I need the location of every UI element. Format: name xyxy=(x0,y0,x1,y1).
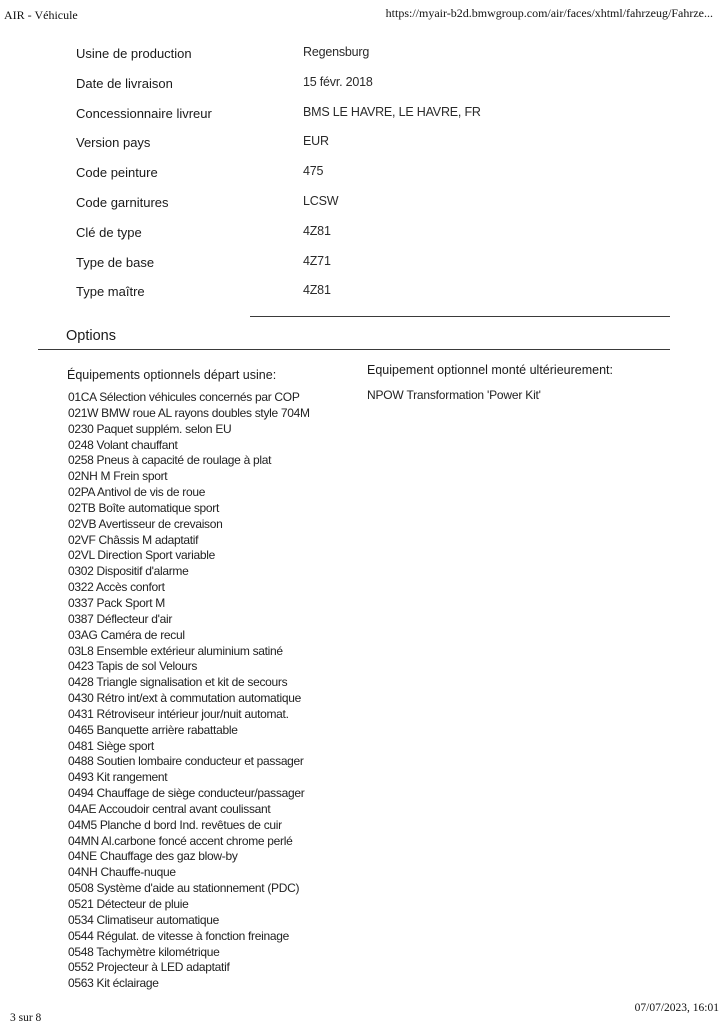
page-url: https://myair-b2d.bmwgroup.com/air/faces/xhtml/fahrzeug/Fahrze... xyxy=(385,6,713,20)
factory-option-item: 04AE Accoudoir central avant coulissant xyxy=(68,801,271,816)
factory-option-item: 04NE Chauffage des gaz blow-by xyxy=(68,849,238,864)
page-number: 3 sur 8 xyxy=(10,1012,42,1024)
factory-option-item: 0258 Pneus à capacité de roulage à plat xyxy=(68,453,272,468)
page-title: AIR - Véhicule xyxy=(4,8,78,22)
retrofit-options-heading: Equipement optionnel monté ultérieurement: xyxy=(367,363,613,377)
section-divider xyxy=(250,316,670,317)
factory-option-item: 04M5 Planche d bord Ind. revêtues de cuir xyxy=(68,817,282,832)
factory-option-item: 02VL Direction Sport variable xyxy=(68,548,215,563)
spec-row-delivery-date xyxy=(0,70,725,100)
factory-options-heading: Équipements optionnels départ usine: xyxy=(67,368,277,382)
spec-label: Code peinture xyxy=(76,165,158,181)
spec-label: Usine de production xyxy=(76,46,192,61)
factory-options-list xyxy=(68,390,310,992)
factory-option-item: 0544 Régulat. de vitesse à fonction freinage xyxy=(68,928,289,943)
spec-value: LCSW xyxy=(303,193,339,208)
spec-row-type-key xyxy=(0,219,725,249)
vehicle-specs-table xyxy=(0,40,725,308)
spec-label: Code garnitures xyxy=(76,194,169,210)
factory-option-item: 03L8 Ensemble extérieur aluminium satiné xyxy=(68,643,283,658)
spec-label: Type maître xyxy=(76,284,145,300)
factory-option-item: 0552 Projecteur à LED adaptatif xyxy=(68,960,230,975)
spec-row-production-plant xyxy=(0,40,725,70)
factory-option-item: 0423 Tapis de sol Velours xyxy=(68,659,198,674)
spec-row-master-type xyxy=(0,278,725,308)
factory-option-item: 0387 Déflecteur d'air xyxy=(68,611,173,626)
factory-option-item: 0488 Soutien lombaire conducteur et passager xyxy=(68,754,304,769)
spec-label: Clé de type xyxy=(76,224,142,240)
spec-value: 475 xyxy=(303,164,324,179)
spec-value: 4Z71 xyxy=(303,253,331,268)
spec-label: Type de base xyxy=(76,254,155,270)
factory-option-item: 02PA Antivol de vis de roue xyxy=(68,485,206,500)
factory-option-item: 0431 Rétroviseur intérieur jour/nuit automat. xyxy=(68,706,289,721)
factory-option-item: 0481 Siège sport xyxy=(68,738,154,753)
spec-row-trim-code xyxy=(0,189,725,219)
spec-row-paint-code xyxy=(0,159,725,189)
factory-option-item: 0465 Banquette arrière rabattable xyxy=(68,722,238,737)
spec-row-base-type xyxy=(0,249,725,279)
spec-value: Regensburg xyxy=(303,45,370,59)
factory-option-item: 02NH M Frein sport xyxy=(68,469,168,484)
factory-option-item: 01CA Sélection véhicules concernés par COP xyxy=(68,390,300,404)
factory-option-item: 0302 Dispositif d'alarme xyxy=(68,564,189,579)
factory-option-item: 0428 Triangle signalisation et kit de secours xyxy=(68,675,288,690)
spec-row-dealer xyxy=(0,100,725,130)
spec-value: 4Z81 xyxy=(303,283,331,298)
spec-label: Version pays xyxy=(76,135,151,151)
factory-option-item: 0493 Kit rangement xyxy=(68,770,168,785)
factory-option-item: 0563 Kit éclairage xyxy=(68,976,159,991)
factory-option-item: 0508 Système d'aide au stationnement (PDC) xyxy=(68,881,300,896)
factory-option-item: 02TB Boîte automatique sport xyxy=(68,500,220,515)
spec-value: 4Z81 xyxy=(303,223,331,238)
factory-option-item: 04NH Chauffe-nuque xyxy=(68,865,176,880)
options-section-title: Options xyxy=(66,328,116,344)
factory-option-item: 0494 Chauffage de siège conducteur/passager xyxy=(68,786,305,801)
factory-option-item: 03AG Caméra de recul xyxy=(68,627,185,642)
factory-option-item: 0430 Rétro int/ext à commutation automatique xyxy=(68,691,301,706)
retrofit-option-item: NPOW Transformation 'Power Kit' xyxy=(367,388,541,402)
factory-option-item: 0548 Tachymètre kilométrique xyxy=(68,944,220,959)
factory-option-item: 02VB Avertisseur de crevaison xyxy=(68,516,223,531)
factory-option-item: 0521 Détecteur de pluie xyxy=(68,897,189,911)
factory-option-item: 0248 Volant chauffant xyxy=(68,437,178,452)
spec-label: Date de livraison xyxy=(76,75,173,91)
factory-option-item: 0534 Climatiseur automatique xyxy=(68,912,220,927)
spec-value: EUR xyxy=(303,134,329,149)
spec-value: BMS LE HAVRE, LE HAVRE, FR xyxy=(303,104,481,119)
factory-option-item: 0230 Paquet supplém. selon EU xyxy=(68,421,232,436)
factory-option-item: 0322 Accès confort xyxy=(68,580,165,595)
spec-label: Concessionnaire livreur xyxy=(76,105,212,121)
section-divider xyxy=(38,349,670,350)
spec-row-country-version xyxy=(0,129,725,159)
print-datetime: 07/07/2023, 16:01 xyxy=(634,1002,719,1014)
spec-value: 15 févr. 2018 xyxy=(303,74,373,89)
factory-option-item: 021W BMW roue AL rayons doubles style 704M xyxy=(68,405,310,420)
factory-option-item: 02VF Châssis M adaptatif xyxy=(68,532,199,547)
factory-option-item: 04MN Al.carbone foncé accent chrome perlé xyxy=(68,833,293,848)
factory-option-item: 0337 Pack Sport M xyxy=(68,595,165,610)
